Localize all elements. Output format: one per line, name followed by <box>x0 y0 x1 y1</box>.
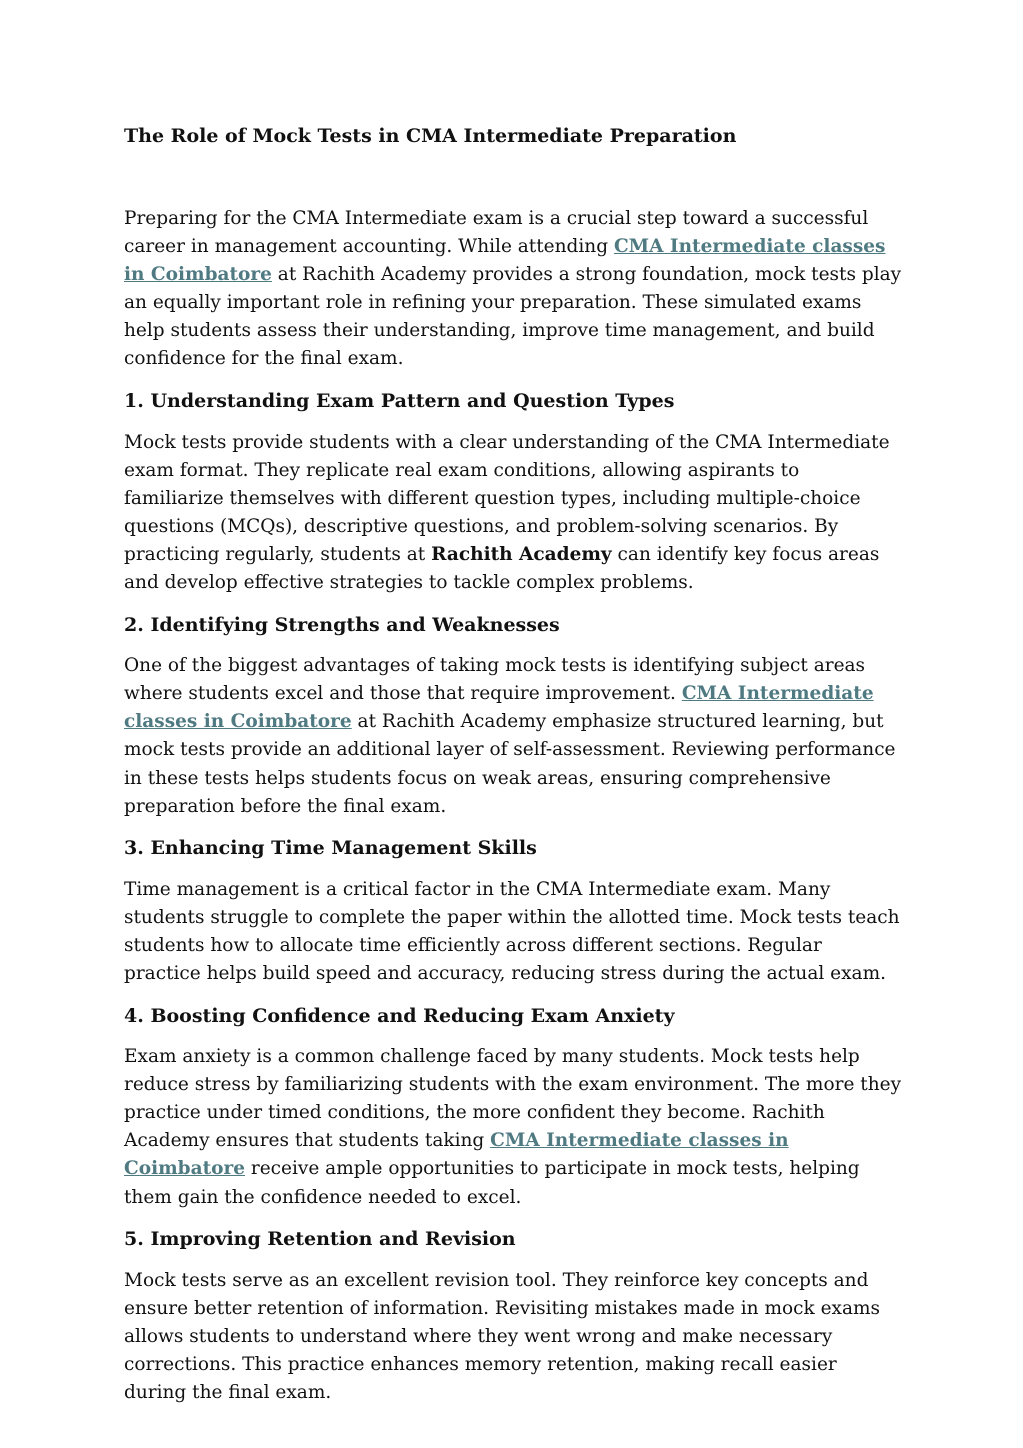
section-2-paragraph <box>124 652 904 821</box>
section-5-heading: 5. Improving Retention and Revision <box>124 1228 516 1251</box>
section-2-text-end: at Rachith Academy emphasize structured learning, but mock tests provide an additional layer of self-assessment. Reviewing performance in these tests helps students focus on weak areas, ensuring comprehensive preparation before the final exam. <box>124 711 896 817</box>
section-2-heading: 2. Identifying Strengths and Weaknesses <box>124 613 560 636</box>
document-title: The Role of Mock Tests in CMA Intermediate Preparation <box>124 125 737 147</box>
cma-classes-link-section-4[interactable]: CMA Intermediate classes in Coimbatore <box>124 1130 789 1180</box>
intro-text-start: Preparing for the CMA Intermediate exam is a crucial step toward a successful career in management accounting. While attending <box>124 208 869 258</box>
document-page <box>124 122 904 1421</box>
section-2-text-start: One of the biggest advantages of taking mock tests is identifying subject areas where students excel and those that require improvement. <box>124 655 866 705</box>
cma-classes-link-section-2[interactable]: CMA Intermediate classes in Coimbatore <box>124 683 874 733</box>
rachith-academy-bold: Rachith Academy <box>431 543 612 565</box>
intro-paragraph <box>124 205 904 374</box>
section-3-heading: 3. Enhancing Time Management Skills <box>124 837 537 860</box>
section-3-paragraph: Time management is a critical factor in the CMA Intermediate exam. Many students struggle to complete the paper within the allotted time. Mock tests teach students how to allocate time efficiently across different sections. Regular practice helps build speed and accuracy, reducing stress during the actual exam. <box>124 878 900 984</box>
intro-text-end: at Rachith Academy provides a strong foundation, mock tests play an equally important role in refining your preparation. These simulated exams help students assess their understanding, improve time management, and build confidence for the final exam. <box>124 264 902 370</box>
cma-classes-link-intro[interactable]: CMA Intermediate classes in Coimbatore <box>124 236 886 286</box>
section-1-paragraph <box>124 429 904 598</box>
section-4-text-start: Exam anxiety is a common challenge faced by many students. Mock tests help reduce stress by familiarizing students with the exam environment. The more they practice under timed conditions, the more confident they become. Rachith Academy ensures that students taking <box>124 1046 902 1152</box>
section-1-text-start: Mock tests provide students with a clear understanding of the CMA Intermediate exam format. They replicate real exam conditions, allowing aspirants to familiarize themselves with different question types, including multiple-choice questions (MCQs), descriptive questions, and problem-solving scenarios. By practicing regularly, students at <box>124 431 890 565</box>
section-4-heading: 4. Boosting Confidence and Reducing Exam Anxiety <box>124 1004 675 1027</box>
section-4-text-end: receive ample opportunities to participate in mock tests, helping them gain the confidence needed to excel. <box>124 1158 860 1208</box>
section-5-paragraph: Mock tests serve as an excellent revision tool. They reinforce key concepts and ensure better retention of information. Revisiting mistakes made in mock exams allows students to understand where they went wrong and make necessary corrections. This practice enhances memory retention, making recall easier during the final exam. <box>124 1269 881 1403</box>
section-4-paragraph <box>124 1043 904 1212</box>
section-1-heading: 1. Understanding Exam Pattern and Question Types <box>124 390 675 413</box>
section-1-text-end: can identify key focus areas and develop effective strategies to tackle complex problems. <box>124 543 880 594</box>
